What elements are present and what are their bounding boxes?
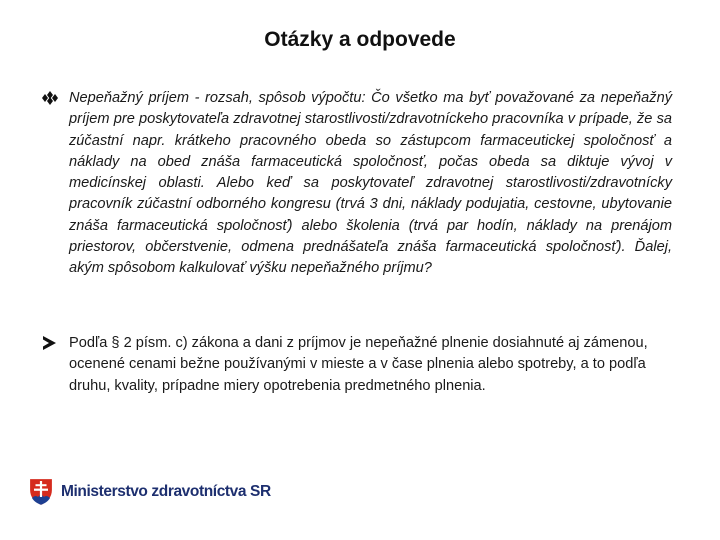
question-text: Nepeňažný príjem - rozsah, spôsob výpočtu: Čo všetko ma byť považované za nepeňažný príjem pre poskytovateľa zdravotnej starostlivosti/zdravotníckeho pracovníka v prípade, že sa zúčastní napr. krátkeho pracovného obeda so zástupcom farmaceutickej spoločnosť a náklady na obed znáša farmaceutická spoločnosť, počas obeda sa diktuje vývoj v medicínskej oblasti. Alebo keď sa poskytovateľ zdravotnej starostlivosti/zdravotnícky pracovník zúčastní odborného kongresu (trvá 3 dni, náklady podujatia, cestovne, ubytovanie znáša farmaceutická spoločnosť) alebo školenia (trvá par hodín, náklady na prenájom priestorov, občerstvenie, odmena prednášateľa znáša farmaceutická spoločnosť). Ďalej, akým spôsobom kalkulovať výšku nepeňažného príjmu?: [69, 90, 672, 277]
arrow-bullet-icon: [40, 335, 60, 351]
ministry-name: Ministerstvo zdravotníctva SR: [61, 483, 271, 500]
question-bullet: [40, 88, 672, 280]
answer-bullet: [40, 333, 672, 397]
diamond-bullet-icon: [40, 90, 60, 106]
ministry-logo: [28, 476, 271, 508]
answer-text: Podľa § 2 písm. c) zákona a dani z príjmov je nepeňažné plnenie dosiahnuté aj zámenou, ocenené cenami bežne používanými v mieste a v čase plnenia alebo spotreby, a to podľa druhu, kvality, prípadne miery opotrebenia predmetného plnenia.: [69, 335, 648, 394]
slide-title: Otázky a odpovede: [264, 28, 456, 51]
slovak-coat-of-arms-icon: [28, 477, 54, 507]
